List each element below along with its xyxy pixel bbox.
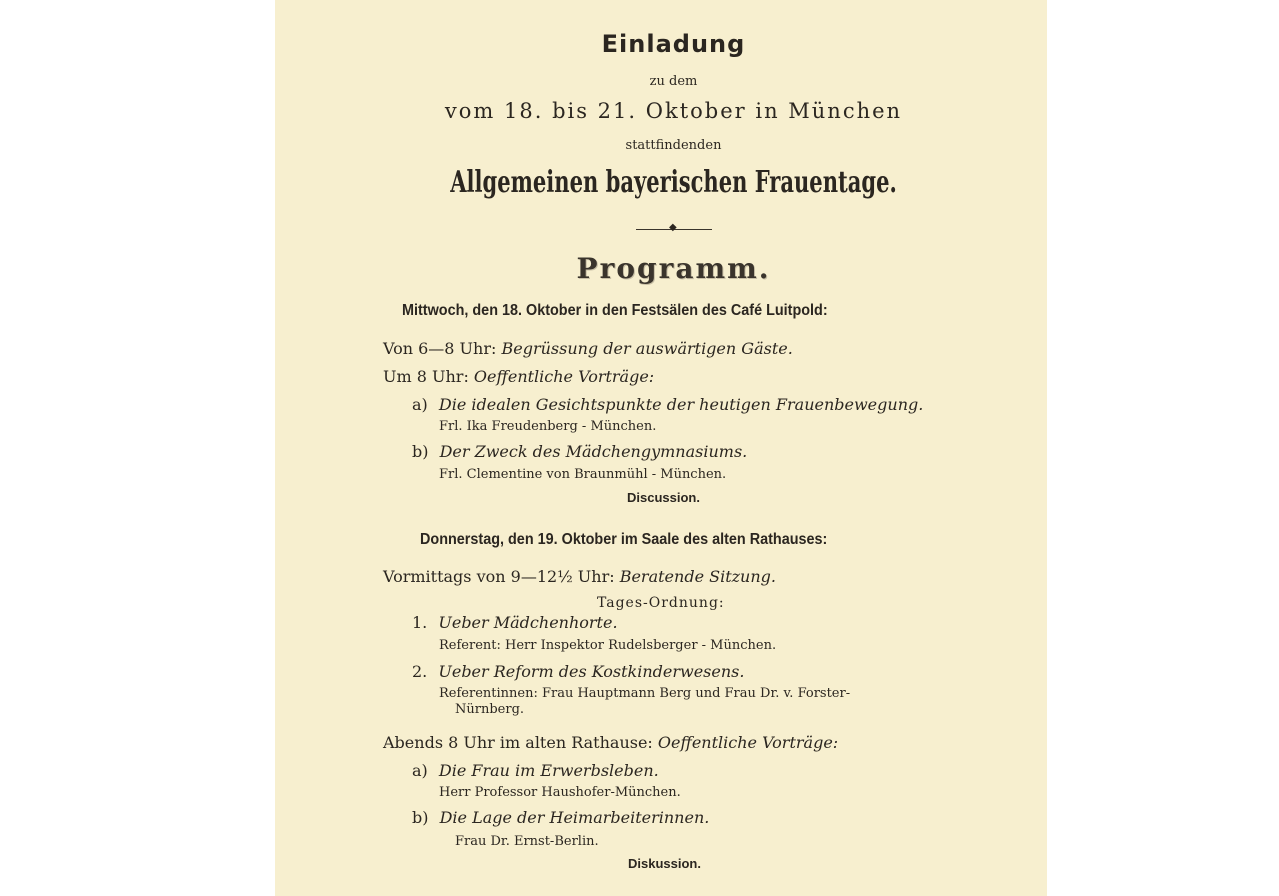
talk-speaker: Frl. Ika Freudenberg - München. xyxy=(439,419,657,434)
talk-title: Die Frau im Erwerbsleben. xyxy=(438,761,659,780)
agenda-speaker: Referentinnen: Frau Hauptmann Berg und Frau Dr. v. Forster- xyxy=(439,686,851,701)
talk-speaker: Frau Dr. Ernst-Berlin. xyxy=(455,834,599,849)
day1-line1-time: Von 6—8 Uhr: xyxy=(383,339,502,358)
item-marker: b) xyxy=(412,808,429,827)
day1-discussion: Discussion. xyxy=(627,490,700,505)
day2-morning-topic: Beratende Sitzung. xyxy=(619,567,776,586)
event-name: Allgemeinen bayerischen Frauentage. xyxy=(450,165,897,200)
day2-morning xyxy=(383,567,776,586)
day2-evening-topic: Oeffentliche Vorträge: xyxy=(657,733,839,752)
day1-line2-time: Um 8 Uhr: xyxy=(383,367,474,386)
ornament-diamond-icon: ◆ xyxy=(669,222,677,233)
day1-line1-topic: Begrüssung der auswärtigen Gäste. xyxy=(501,339,793,358)
intro-line: zu dem xyxy=(649,74,698,89)
list-item xyxy=(412,808,709,827)
list-item xyxy=(412,442,747,461)
day1-line1 xyxy=(383,339,793,358)
item-marker: b) xyxy=(412,442,429,461)
event-name-wrap xyxy=(275,165,1072,200)
talk-title: Die idealen Gesichtspunkte der heutigen Frauenbewegung. xyxy=(438,395,924,414)
event-dates: vom 18. bis 21. Oktober in München xyxy=(444,99,903,123)
list-item xyxy=(412,613,618,632)
agenda-title: Ueber Mädchenhorte. xyxy=(438,613,618,632)
day2-evening-time: Abends 8 Uhr im alten Rathause: xyxy=(383,733,658,752)
agenda-speaker-cont: Nürnberg. xyxy=(455,702,525,717)
agenda-label: Tages-Ordnung: xyxy=(597,595,725,611)
item-marker: a) xyxy=(412,761,428,780)
day1-line2 xyxy=(383,367,654,386)
talk-title: Die Lage der Heimarbeiterinnen. xyxy=(439,808,710,827)
day1-line2-topic: Oeffentliche Vorträge: xyxy=(473,367,655,386)
day2-heading: Donnerstag, den 19. Oktober im Saale des alten Rathauses: xyxy=(420,531,828,548)
day2-morning-time: Vormittags von 9—12½ Uhr: xyxy=(383,567,620,586)
talk-speaker: Frl. Clementine von Braunmühl - München. xyxy=(439,467,727,482)
programm-heading: Programm. xyxy=(576,252,771,285)
agenda-title: Ueber Reform des Kostkinderwesens. xyxy=(438,662,745,681)
invitation-title: Einladung xyxy=(601,30,746,58)
list-item xyxy=(412,662,744,681)
day2-discussion: Diskussion. xyxy=(628,856,701,871)
talk-speaker: Herr Professor Haushofer-München. xyxy=(439,785,681,800)
list-item xyxy=(412,395,923,414)
talk-title: Der Zweck des Mädchengymnasiums. xyxy=(439,442,748,461)
day2-evening xyxy=(383,733,838,752)
day1-heading: Mittwoch, den 18. Oktober in den Festsälen des Café Luitpold: xyxy=(402,302,828,319)
item-marker: 2. xyxy=(412,662,428,681)
item-marker: a) xyxy=(412,395,428,414)
list-item xyxy=(412,761,659,780)
item-marker: 1. xyxy=(412,613,428,632)
intro-line-2: stattfindenden xyxy=(625,138,722,153)
agenda-speaker: Referent: Herr Inspektor Rudelsberger - München. xyxy=(439,638,777,653)
